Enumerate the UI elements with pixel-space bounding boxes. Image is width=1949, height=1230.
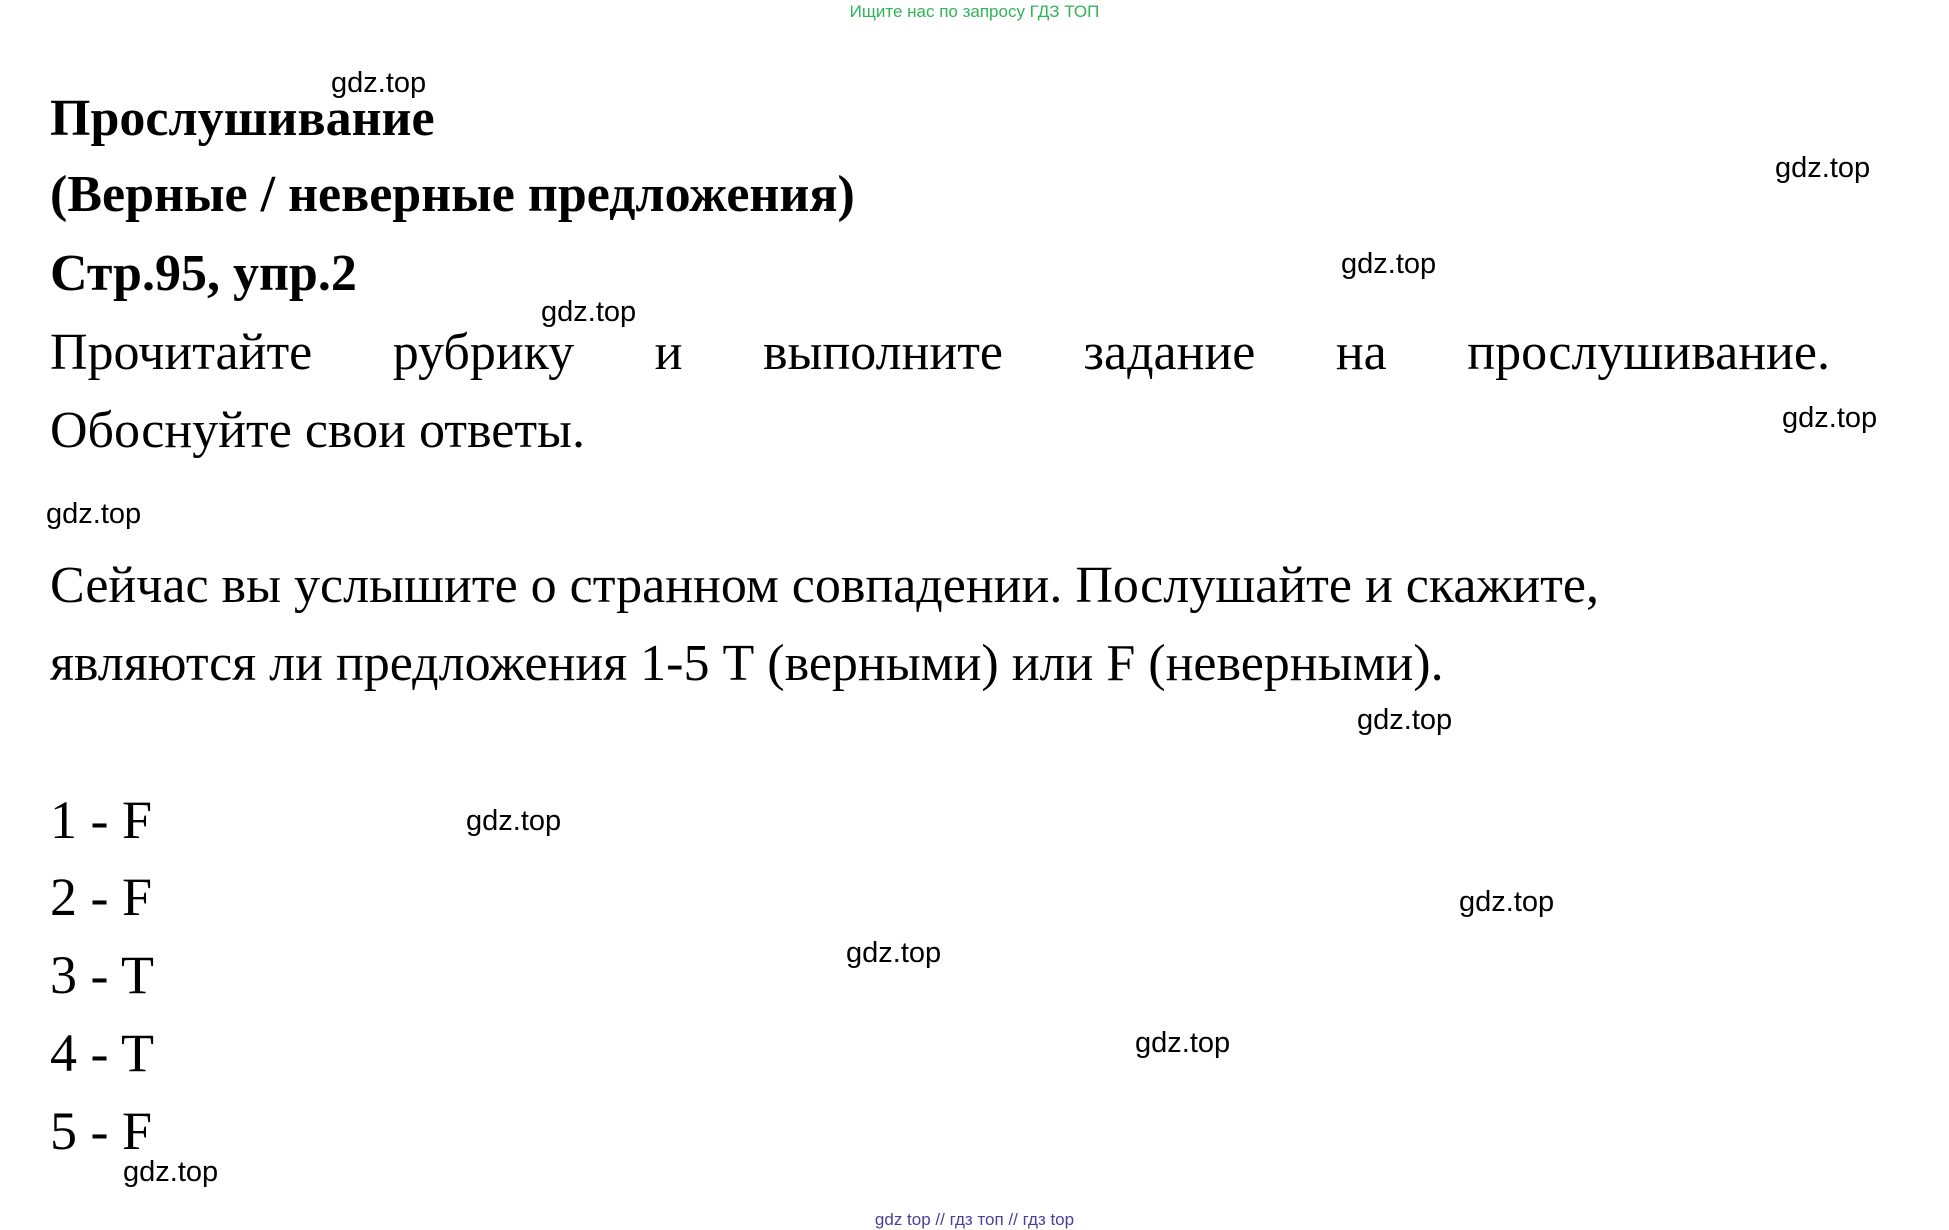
answer-item: 2 - F xyxy=(50,867,153,927)
top-banner-text: Ищите нас по запросу ГДЗ ТОП xyxy=(849,2,1100,21)
watermark: gdz.top xyxy=(1135,1027,1231,1059)
instruction-word: рубрику xyxy=(392,324,575,381)
watermark: gdz.top xyxy=(846,937,942,969)
instruction-line-1 xyxy=(50,322,1830,384)
answer-item: 1 - F xyxy=(50,790,153,850)
answer-item: 5 - F xyxy=(50,1101,153,1161)
instruction-word: прослушивание. xyxy=(1467,324,1830,381)
instruction-word: на xyxy=(1335,324,1387,381)
instruction-word: выполните xyxy=(762,324,1003,381)
answer-item: 3 - T xyxy=(50,945,154,1005)
watermark: gdz.top xyxy=(466,805,562,837)
bottom-banner-text: gdz top // гдз топ // гдз top xyxy=(874,1210,1075,1229)
instruction-word: и xyxy=(654,324,683,381)
watermark: gdz.top xyxy=(541,296,637,328)
watermark: gdz.top xyxy=(331,67,427,99)
watermark: gdz.top xyxy=(1459,886,1555,918)
watermark: gdz.top xyxy=(1782,402,1878,434)
instruction-word: Прочитайте xyxy=(50,324,313,381)
instruction-word: задание xyxy=(1083,324,1256,381)
task-line-1: Сейчас вы услышите о странном совпадении. Послушайте и скажите, xyxy=(50,557,1599,614)
watermark: gdz.top xyxy=(46,498,142,530)
watermark: gdz.top xyxy=(1357,704,1453,736)
answer-item: 4 - T xyxy=(50,1023,154,1083)
watermark: gdz.top xyxy=(1775,152,1871,184)
title-true-false: (Верные / неверные предложения) xyxy=(50,166,855,223)
watermark: gdz.top xyxy=(123,1156,219,1188)
watermark: gdz.top xyxy=(1341,248,1437,280)
task-line-2: являются ли предложения 1-5 Т (верными) или F (неверными). xyxy=(50,635,1444,692)
title-page-exercise: Стр.95, упр.2 xyxy=(50,245,357,302)
title-listening: Прослушивание xyxy=(50,90,435,147)
instruction-line-2: Обоснуйте свои ответы. xyxy=(50,402,585,459)
